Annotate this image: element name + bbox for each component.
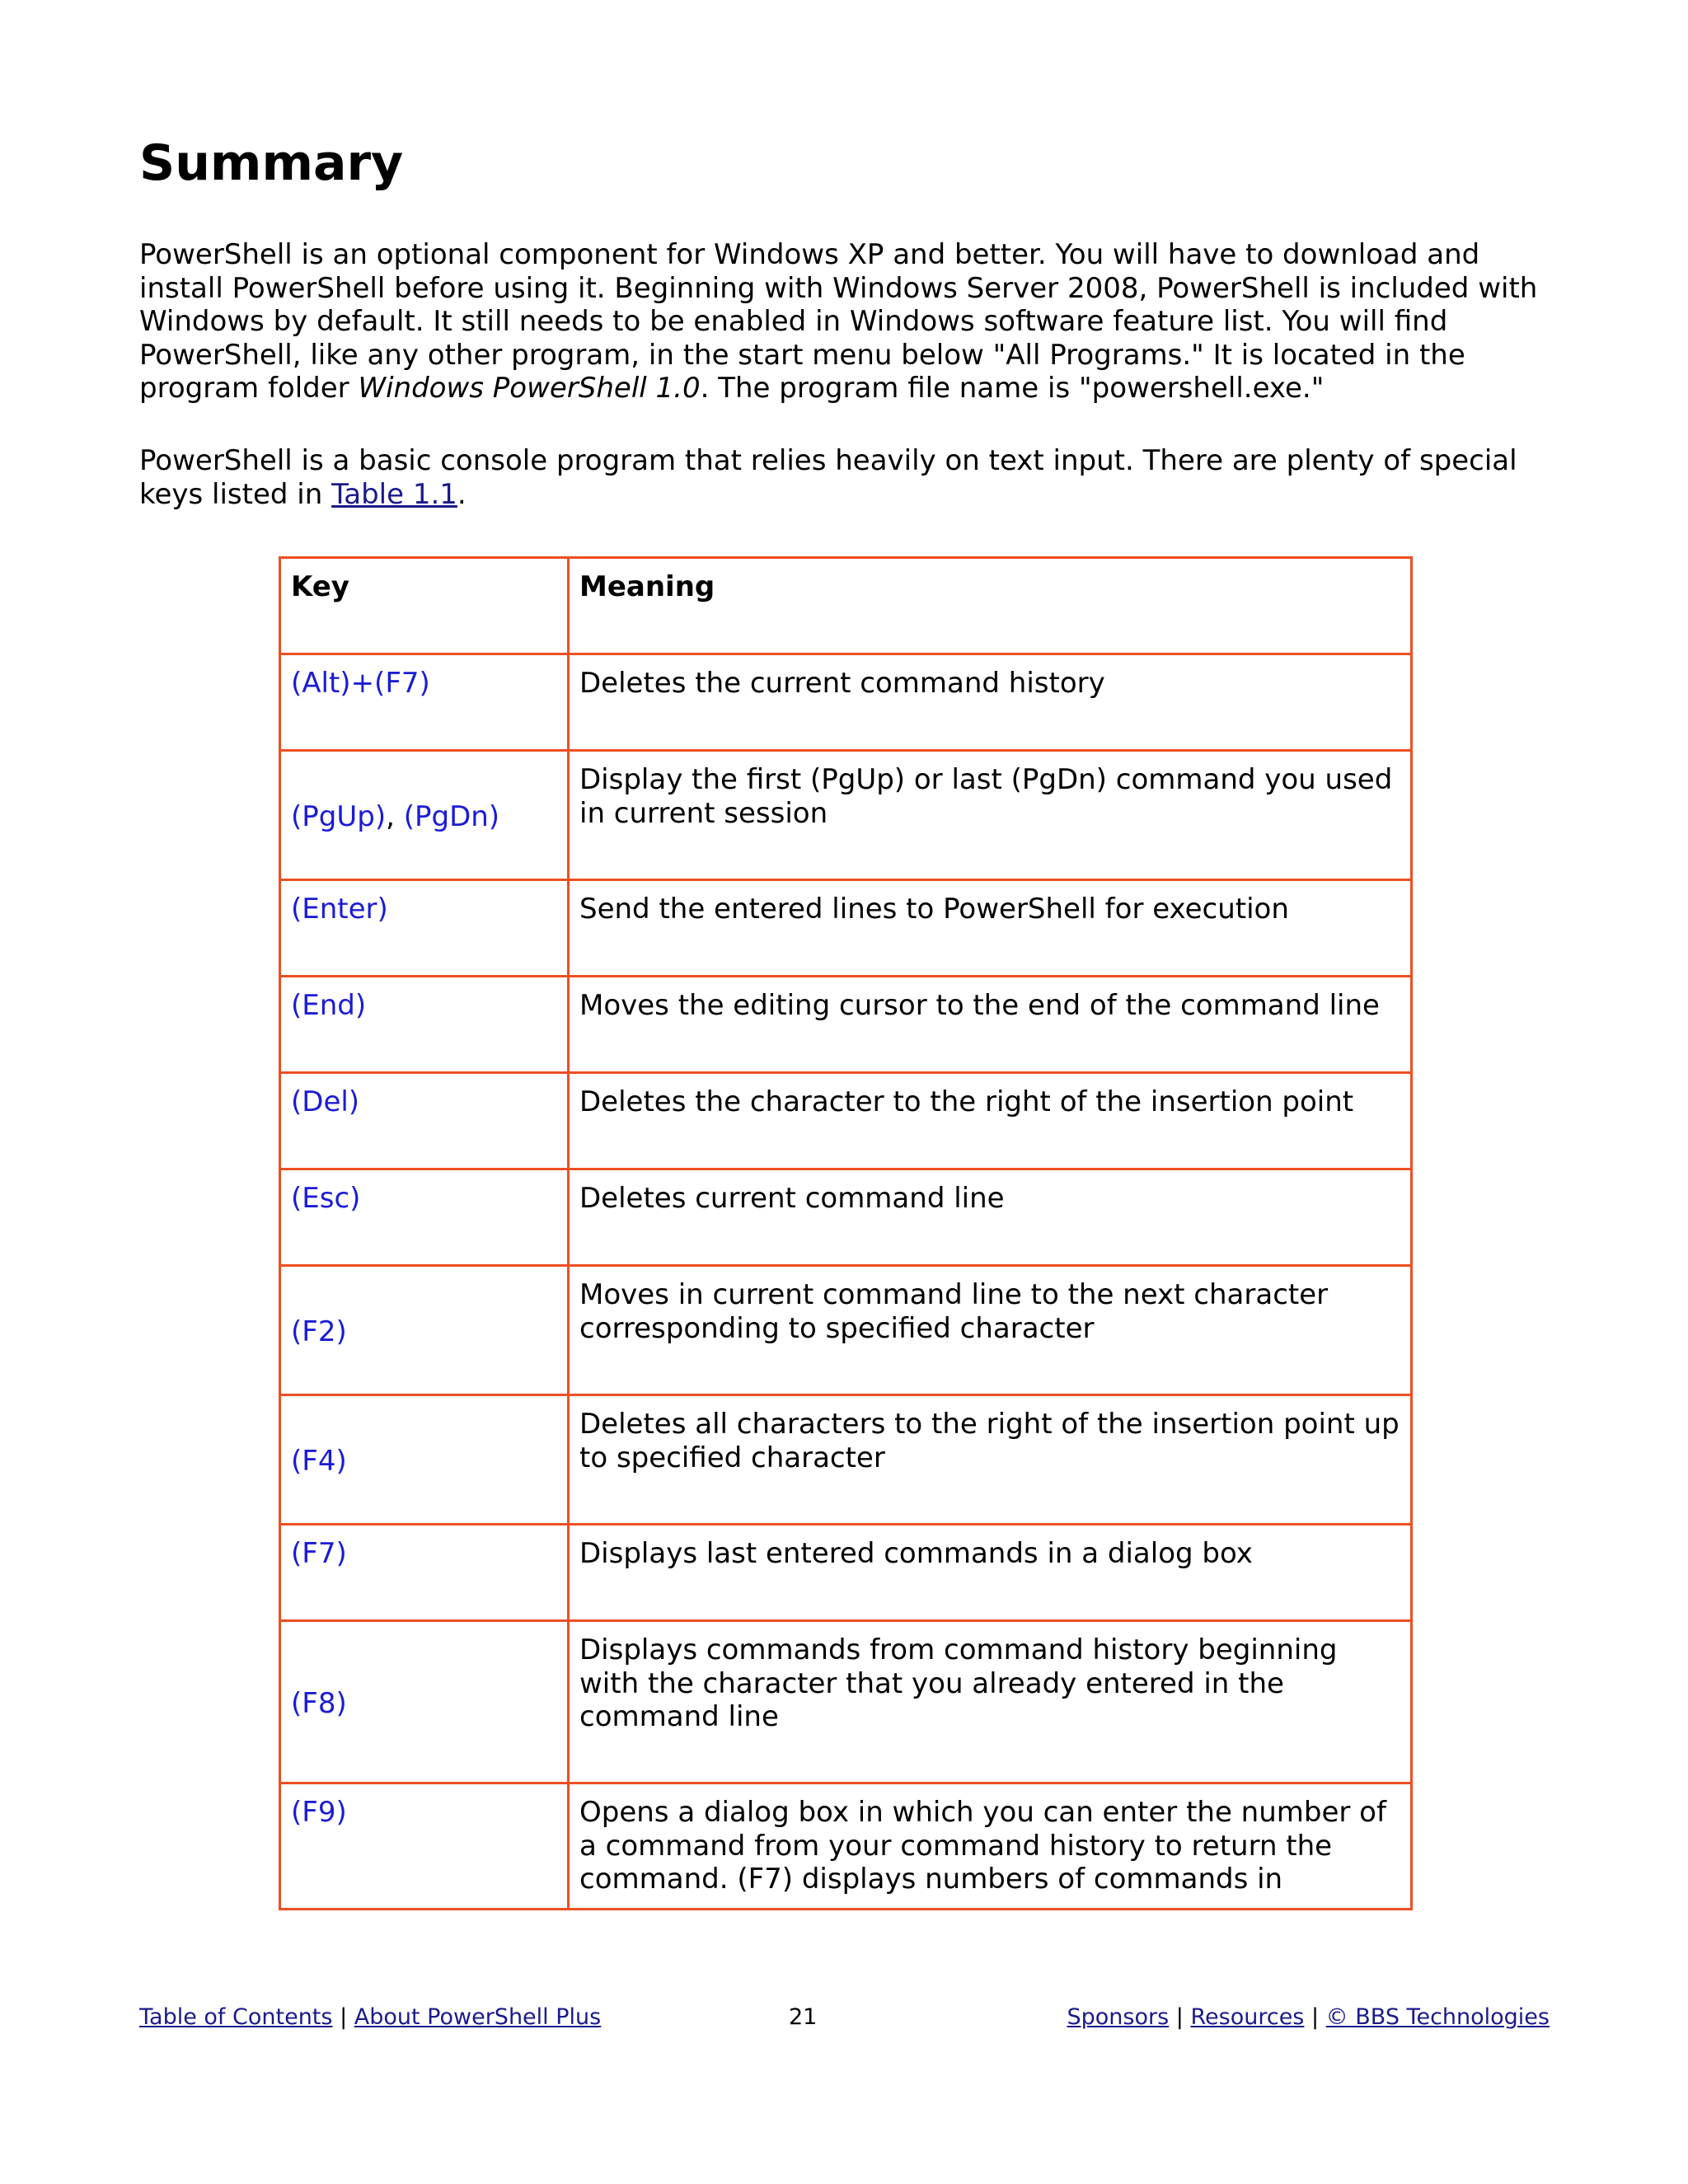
meaning-cell: Deletes current command line [569, 1169, 1412, 1266]
meaning-cell: Display the first (PgUp) or last (PgDn) command you used in current session [569, 751, 1412, 880]
table-row [280, 1073, 1412, 1169]
meaning-cell: Displays commands from command history beginning with the character that you already entered in the command line [569, 1621, 1412, 1783]
key-cell [280, 751, 569, 880]
intro-text: PowerShell is an optional component for Windows XP and better. You will have to download and install PowerShell before using it. Beginning with Windows Server 2008, PowerShell is included with Windows by default. It still needs to be enabled in Windows software feature list. You will find PowerShell, like any other program, in the start menu below "All Programs." It is located in the program folder [139, 238, 1538, 405]
key-cell: (Del) [280, 1073, 569, 1169]
key-separator: , [386, 799, 404, 833]
intro-paragraph [139, 238, 1557, 405]
key-cell: (End) [280, 977, 569, 1073]
key-pgup: (PgUp) [291, 799, 387, 833]
meaning-cell: Moves in current command line to the next character corresponding to specified character [569, 1266, 1412, 1395]
meaning-cell: Deletes all characters to the right of the insertion point up to specified character [569, 1395, 1412, 1525]
table-row [280, 751, 1412, 880]
table-row [280, 1783, 1412, 1910]
meaning-cell: Deletes the character to the right of the insertion point [569, 1073, 1412, 1169]
key-cell: (F9) [280, 1783, 569, 1910]
table-row [280, 1395, 1412, 1525]
special-keys-table [279, 556, 1413, 1910]
header-meaning: Meaning [569, 558, 1412, 654]
meaning-cell: Opens a dialog box in which you can enter the number of a command from your command history to return the command. (F7) displays numbers of commands in [569, 1783, 1412, 1910]
footer-right-links [1067, 2004, 1550, 2031]
footer-left-links [139, 2004, 601, 2031]
table-row [280, 1525, 1412, 1621]
table-row [280, 977, 1412, 1073]
table-header-row [280, 558, 1412, 654]
meaning-cell: Displays last entered commands in a dialog box [569, 1525, 1412, 1621]
key-pgdn: (PgDn) [403, 799, 500, 833]
console-paragraph [139, 444, 1557, 511]
table-reference-link[interactable]: Table 1.1 [331, 477, 457, 511]
meaning-cell: Moves the editing cursor to the end of the command line [569, 977, 1412, 1073]
meaning-cell: Send the entered lines to PowerShell for execution [569, 880, 1412, 977]
bbs-technologies-link[interactable]: © BBS Technologies [1325, 2004, 1550, 2030]
meaning-cell: Deletes the current command history [569, 654, 1412, 751]
table-row [280, 1621, 1412, 1783]
footer-separator: | [340, 2004, 348, 2030]
key-cell: (F8) [280, 1621, 569, 1783]
key-cell: (Esc) [280, 1169, 569, 1266]
resources-link[interactable]: Resources [1190, 2004, 1305, 2030]
table-row [280, 880, 1412, 977]
console-text: PowerShell is a basic console program that relies heavily on text input. There are plenty of special keys listed in [139, 444, 1517, 511]
footer-separator: | [1175, 2004, 1184, 2030]
intro-text-end: . The program file name is "powershell.exe." [700, 372, 1325, 405]
footer-separator: | [1311, 2004, 1320, 2030]
key-cell: (F7) [280, 1525, 569, 1621]
console-text-end: . [457, 477, 467, 511]
page-number: 21 [789, 2004, 818, 2030]
key-cell: (Enter) [280, 880, 569, 977]
page-title: Summary [139, 134, 404, 192]
key-cell: (F4) [280, 1395, 569, 1525]
key-cell: (Alt)+(F7) [280, 654, 569, 751]
sponsors-link[interactable]: Sponsors [1067, 2004, 1170, 2030]
table-row [280, 1169, 1412, 1266]
table-row [280, 1266, 1412, 1395]
table-row [280, 654, 1412, 751]
program-folder-name: Windows PowerShell 1.0 [358, 372, 701, 405]
about-powershell-plus-link[interactable]: About PowerShell Plus [354, 2004, 602, 2030]
key-cell: (F2) [280, 1266, 569, 1395]
table-of-contents-link[interactable]: Table of Contents [139, 2004, 333, 2030]
header-key: Key [280, 558, 569, 654]
